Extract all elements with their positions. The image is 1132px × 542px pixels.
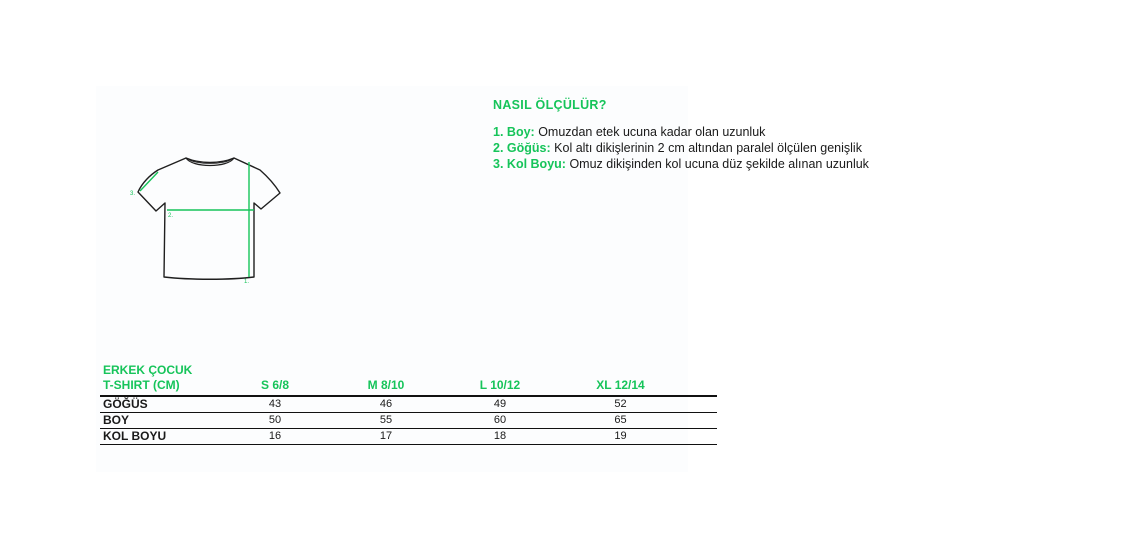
table-cell: 46: [315, 396, 457, 413]
how-to-measure-title: NASIL ÖLÇÜLÜR?: [493, 98, 607, 112]
diagram-label-3: 3.: [130, 191, 136, 197]
table-cell: 18: [457, 429, 543, 445]
measure-item-term: Boy:: [506, 125, 535, 139]
row-label-gogus: GÖĞÜS: [100, 396, 235, 413]
size-header-m: M 8/10: [315, 363, 457, 396]
size-chart-table: [100, 363, 717, 445]
row-label-kol-boyu: KOL BOYU: [100, 429, 235, 445]
size-chart-title-line1: ERKEK ÇOCUK: [103, 363, 193, 377]
size-header-spacer: [698, 363, 717, 396]
measure-item-gogus: [493, 140, 1113, 156]
measure-item-kol-boyu: [493, 156, 1113, 172]
table-cell: 19: [543, 429, 698, 445]
table-cell: 50: [235, 413, 315, 429]
size-header-s: S 6/8: [235, 363, 315, 396]
table-cell: 17: [315, 429, 457, 445]
table-cell-spacer: [698, 413, 717, 429]
table-row: [100, 429, 717, 445]
table-cell-spacer: [698, 396, 717, 413]
table-row: [100, 413, 717, 429]
table-cell: 52: [543, 396, 698, 413]
table-cell: 55: [315, 413, 457, 429]
diagram-label-1: 1.: [244, 279, 250, 285]
how-to-measure-list: [493, 124, 1113, 172]
diagram-label-2: 2.: [168, 213, 174, 219]
measure-item-number: 3.: [493, 157, 504, 171]
table-cell: 65: [543, 413, 698, 429]
size-chart-title-line2: T-SHIRT (CM): [103, 378, 180, 392]
measure-item-text: Omuz dikişinden kol ucuna düz şekilde alınan uzunluk: [569, 157, 869, 171]
table-cell: 43: [235, 396, 315, 413]
row-label-boy: BOY: [100, 413, 235, 429]
tshirt-measurement-diagram: [120, 145, 295, 290]
measure-item-boy: [493, 124, 1113, 140]
table-row: [100, 396, 717, 413]
table-cell-spacer: [698, 429, 717, 445]
measure-item-number: 2.: [493, 141, 504, 155]
size-header-xl: XL 12/14: [543, 363, 698, 396]
kol-boyu-measure-line: [140, 172, 158, 191]
size-header-l: L 10/12: [457, 363, 543, 396]
table-cell: 49: [457, 396, 543, 413]
size-chart-header-row: [100, 363, 717, 396]
measure-item-text: Omuzdan etek ucuna kadar olan uzunluk: [538, 125, 766, 139]
measure-item-number: 1.: [493, 125, 504, 139]
size-chart-title: [100, 363, 235, 396]
tshirt-outline: [138, 158, 280, 279]
measure-item-term: Kol Boyu:: [506, 157, 566, 171]
measure-item-term: Göğüs:: [506, 141, 551, 155]
table-cell: 60: [457, 413, 543, 429]
measure-item-text: Kol altı dikişlerinin 2 cm altından paralel ölçülen genişlik: [554, 141, 862, 155]
table-cell: 16: [235, 429, 315, 445]
how-to-measure-section: [493, 98, 1113, 172]
